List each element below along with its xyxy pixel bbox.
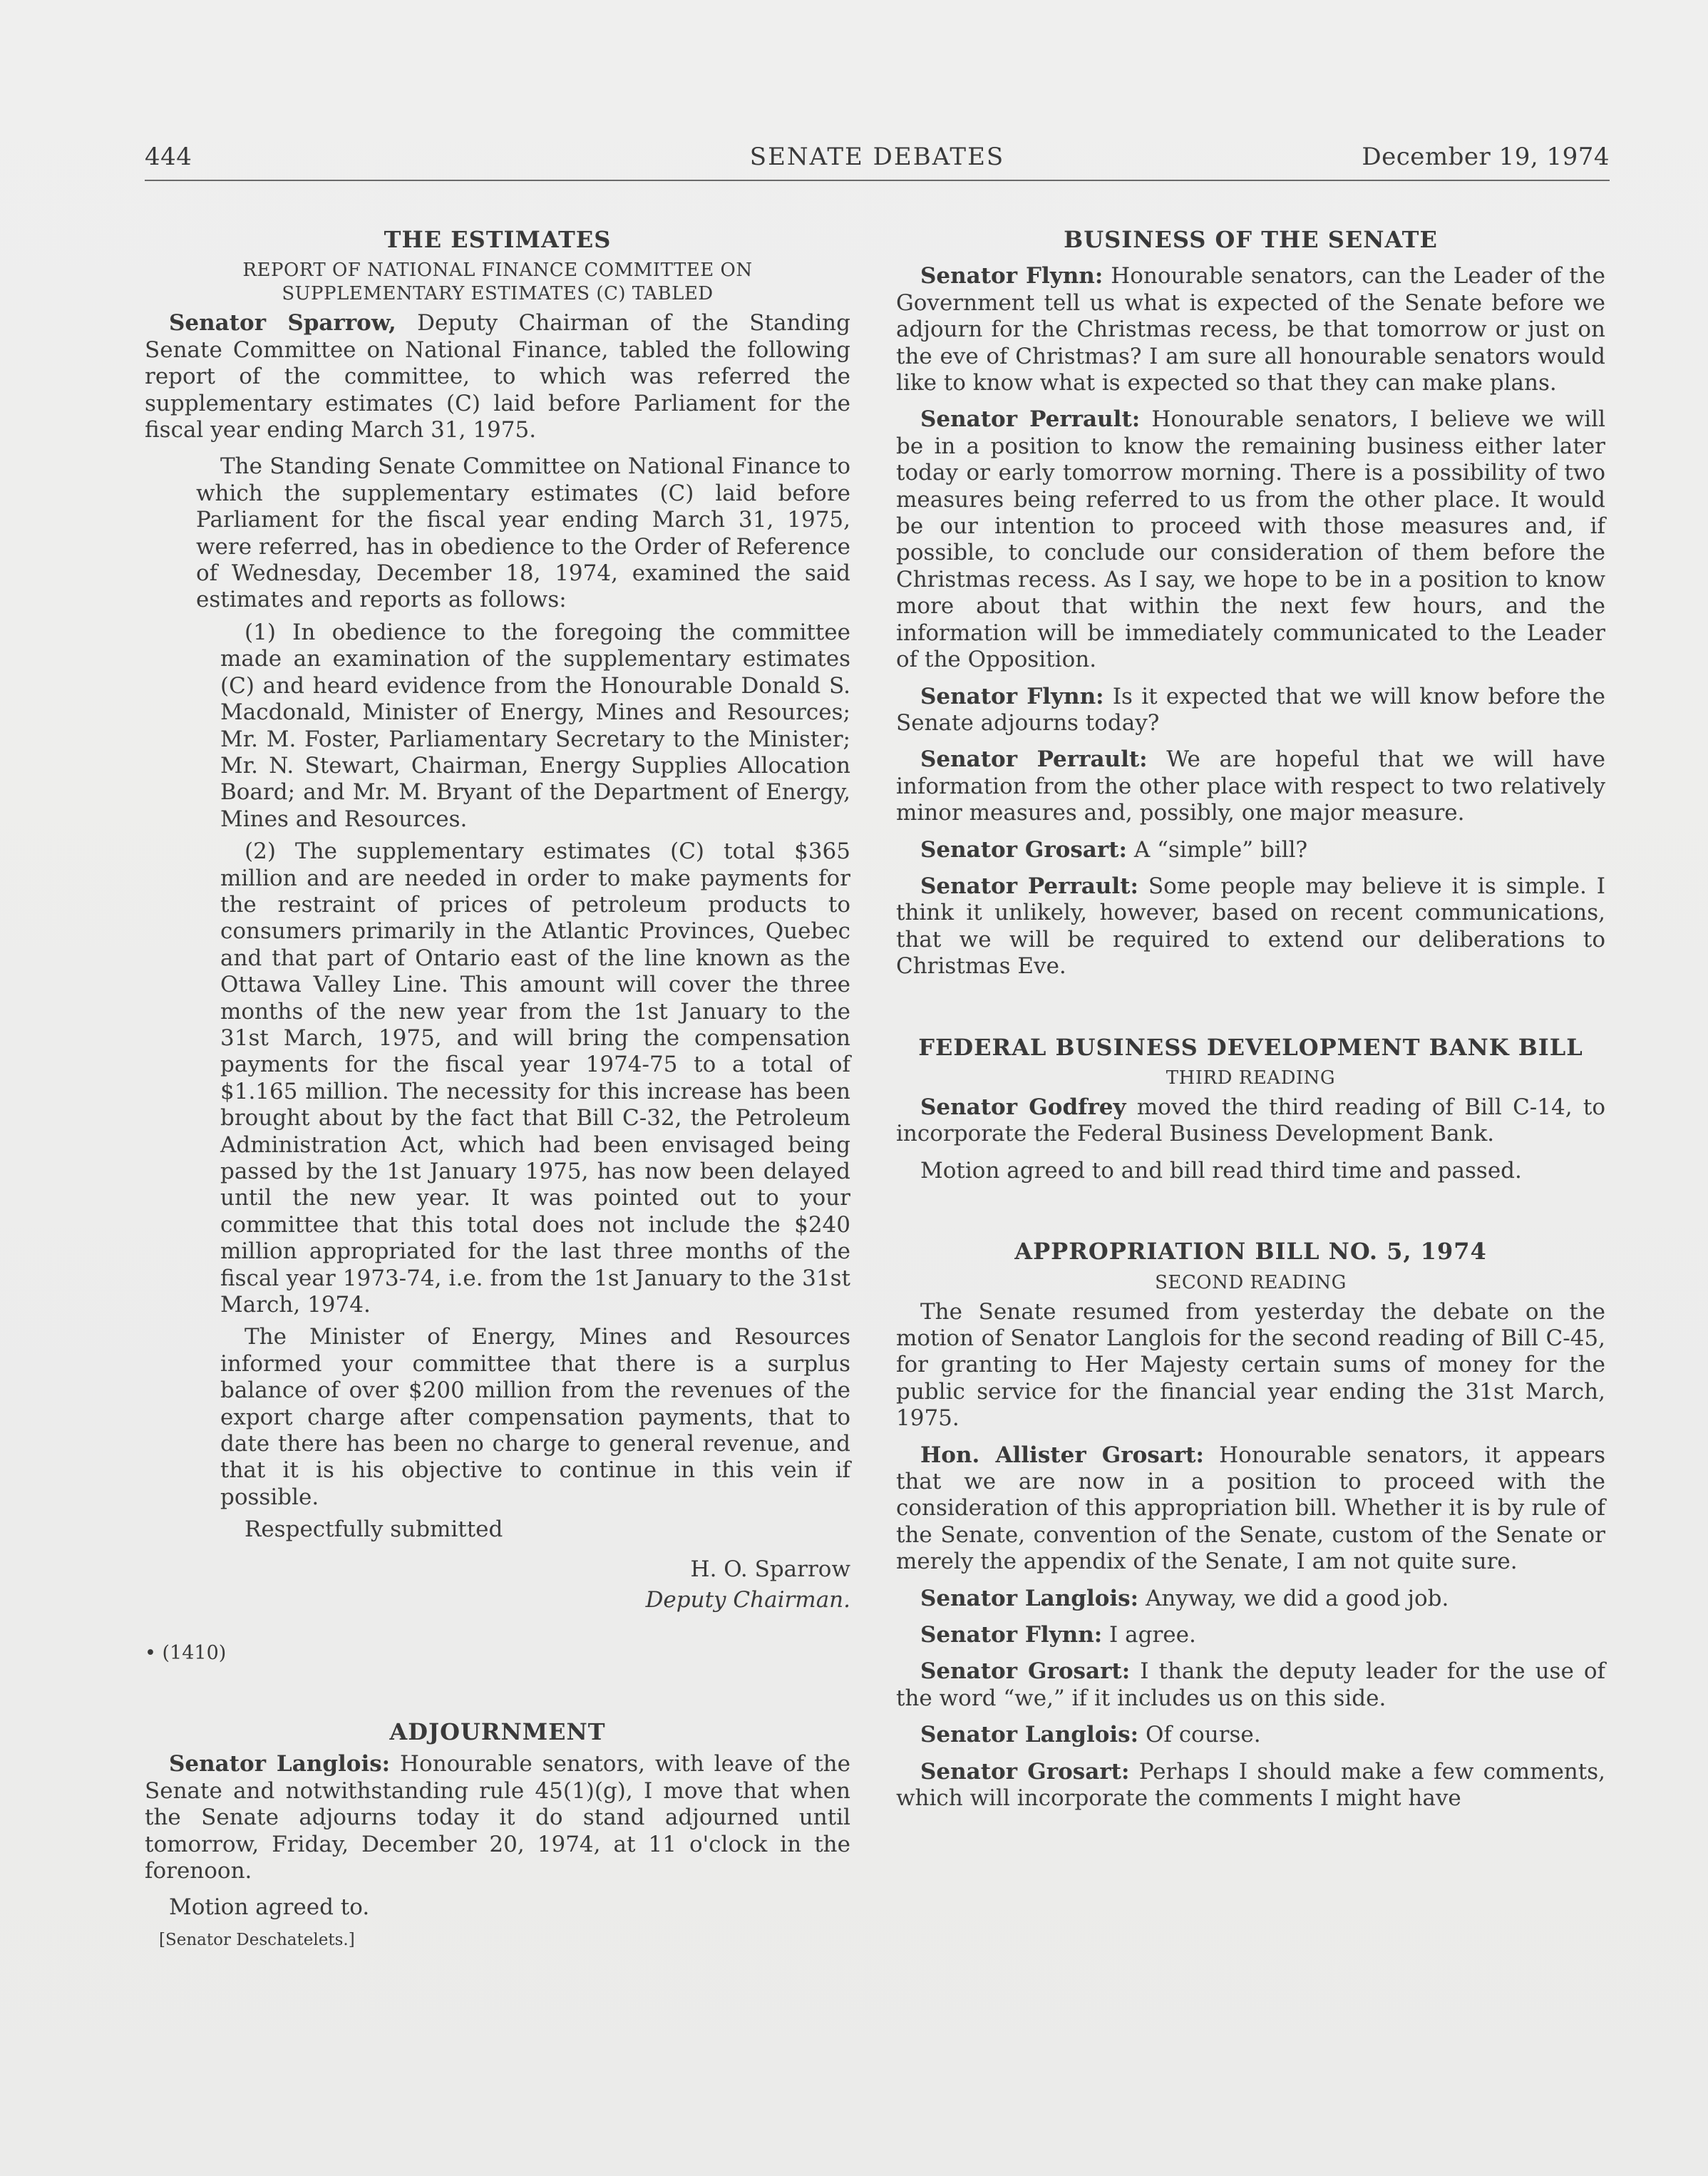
speech-text: Anyway, we did a good job. bbox=[1138, 1585, 1449, 1611]
subheading-report-line-1: REPORT OF NATIONAL FINANCE COMMITTEE ON bbox=[242, 260, 753, 282]
right-column bbox=[896, 227, 1605, 1822]
paragraph-a3 bbox=[896, 1586, 1605, 1612]
speech-text: Honourable senators, with leave of the Senate and notwithstanding rule 45(1)(g), I move that when the Senate adjourns today it do stand adjourned until tomorrow, Friday, December 20, 1974, at 11 o'clock in the forenoon. bbox=[145, 1751, 850, 1884]
speech-text: I thank the deputy leader for the use of the word “we,” if it includes us on this side. bbox=[896, 1658, 1605, 1711]
speech-text: Honourable senators, can the Leader of the Government tell us what is expected of the Senate before we adjourn for the Christmas recess, be that tomorrow or just on the eve of Christmas? I am sure all honourable senators would like to know what is expected so that they can make plans. bbox=[896, 263, 1605, 396]
report-items bbox=[145, 620, 850, 1614]
paragraph-f1 bbox=[896, 1094, 1605, 1148]
section-heading-fbdb: FEDERAL BUSINESS DEVELOPMENT BANK BILL bbox=[918, 1033, 1583, 1061]
speech-text: We are hopeful that we will have information from the other place with respect to two relatively minor measures and, possibly, one major measure. bbox=[896, 746, 1606, 826]
subheading-report-line-2: SUPPLEMENTARY ESTIMATES (C) TABLED bbox=[282, 283, 714, 305]
paragraph-b5 bbox=[896, 837, 1605, 863]
speaker-name: Senator Perrault: bbox=[920, 873, 1138, 899]
motion-agreed: Motion agreed to. bbox=[169, 1894, 370, 1921]
speaker-name: Senator Langlois: bbox=[920, 1585, 1139, 1611]
speech-text: moved the third reading of Bill C-14, to incorporate the Federal Business Development Bank. bbox=[896, 1094, 1605, 1147]
speech-text: Honourable senators, it appears that we are now in a position to proceed with the consideration of this appropriation bill. Whether it is by rule of the Senate, convention of the Senate, custom of the Senate or merely the appendix of the Senate, I am not quite sure. bbox=[896, 1442, 1605, 1575]
time-stamp: • (1410) bbox=[145, 1641, 227, 1664]
section-heading-estimates: THE ESTIMATES bbox=[384, 226, 612, 253]
speaker-name: Senator Grosart: bbox=[920, 1658, 1131, 1685]
speech-text: A “simple” bill? bbox=[1126, 836, 1308, 863]
speaker-name: Senator Perrault: bbox=[920, 406, 1141, 433]
paragraph-b2 bbox=[896, 406, 1605, 673]
section-heading-business: BUSINESS OF THE SENATE bbox=[1064, 226, 1438, 253]
paragraph-b6 bbox=[896, 873, 1605, 980]
speech-text: I agree. bbox=[1102, 1622, 1196, 1648]
speaker-name: Senator Flynn: bbox=[920, 1622, 1103, 1648]
running-title: SENATE DEBATES bbox=[749, 143, 1005, 171]
speaker-name: Senator Sparrow, bbox=[169, 310, 396, 337]
subheading-second-reading: SECOND READING bbox=[1155, 1271, 1347, 1293]
paragraph-a7 bbox=[896, 1759, 1605, 1812]
page-number: 444 bbox=[145, 143, 192, 171]
paragraph-a1: The Senate resumed from yesterday the debate on the motion of Senator Langlois for the second reading of Bill C-45, for granting to Her Majesty certain sums of money for the public service for the financial year ending the 31st March, 1975. bbox=[896, 1298, 1605, 1432]
section-heading-adjournment: ADJOURNMENT bbox=[389, 1718, 606, 1745]
speech-text: Some people may believe it is simple. I think it unlikely, however, based on recent communications, that we will be required to extend our deliberations to Christmas Eve. bbox=[896, 873, 1605, 980]
report-item-2: (2) The supplementary estimates (C) total $365 million and are needed in order to make payments for the restraint of prices of petroleum products to consumers primarily in the Atlantic Provinces, Quebec and that part of Ontario east of the line known as the Ottawa Valley Line. This amount will cover the three months of the new year from the 1st January to the 31st March, 1975, and will bring the compensation payments for the fiscal year 1974-75 to a total of $1.165 million. The necessity for this increase has been brought about by the fact that Bill C-32, the Petroleum Administration Act, which had been envisaged being passed by the 1st January 1975, has now been delayed until the new year. It was pointed out to your committee that this total does not include the $240 million appropriated for the last three months of the fiscal year 1973-74, i.e. from the 1st January to the 31st March, 1974. bbox=[220, 838, 850, 1318]
speaker-name: Senator Langlois: bbox=[169, 1751, 391, 1777]
speaker-name: Senator Perrault: bbox=[920, 746, 1148, 773]
paragraph-a6 bbox=[896, 1722, 1605, 1748]
report-quote bbox=[145, 453, 850, 613]
speech-text: Deputy Chairman of the Standing Senate Committee on National Finance, tabled the following report of the committee, to which was referred the supplementary estimates (C) laid before Parliament for the fiscal year ending March 31, 1975. bbox=[145, 310, 850, 443]
paragraph-a2 bbox=[896, 1442, 1605, 1576]
closing-phrase: Respectfully submitted bbox=[245, 1516, 503, 1543]
paragraph-a5 bbox=[896, 1658, 1605, 1712]
paragraph-langlois bbox=[145, 1751, 850, 1884]
left-column bbox=[145, 227, 850, 1954]
speaker-name: Senator Godfrey bbox=[920, 1094, 1126, 1120]
speech-text: Is it expected that we will know before the Senate adjourns today? bbox=[896, 683, 1605, 736]
footnote: [Senator Deschatelets.] bbox=[159, 1930, 355, 1949]
speaker-name: Senator Grosart: bbox=[920, 836, 1127, 863]
report-item-1: (1) In obedience to the foregoing the committee made an examination of the supplementary estimates (C) and heard evidence from the Honourable Donald S. Macdonald, Minister of Energy, Mines and Resources; Mr. M. Foster, Parliamentary Secretary to the Minister; Mr. N. Stewart, Chairman, Energy Supplies Allocation Board; and Mr. M. Bryant of the Department of Energy, Mines and Resources. bbox=[220, 619, 850, 832]
report-item-3: The Minister of Energy, Mines and Resources informed your committee that there is a surplus balance of over $200 million from the revenues of the export charge after compensation payments, that to date there has been no charge to general revenue, and that it is his objective to continue in this vein if possible. bbox=[220, 1324, 850, 1510]
paragraph-a4 bbox=[896, 1622, 1605, 1648]
speech-text: Of course. bbox=[1138, 1722, 1261, 1748]
signature-title: Deputy Chairman. bbox=[645, 1587, 850, 1613]
paragraph-b4 bbox=[896, 746, 1605, 826]
speaker-name: Hon. Allister Grosart: bbox=[920, 1442, 1204, 1468]
section-heading-appropriation: APPROPRIATION BILL NO. 5, 1974 bbox=[1014, 1238, 1487, 1266]
speaker-name: Senator Flynn: bbox=[920, 683, 1104, 709]
signature-name: H. O. Sparrow bbox=[690, 1556, 850, 1582]
speaker-name: Senator Grosart: bbox=[920, 1758, 1130, 1785]
header-date: December 19, 1974 bbox=[1362, 143, 1610, 171]
speaker-name: Senator Flynn: bbox=[920, 263, 1103, 289]
speaker-name: Senator Langlois: bbox=[920, 1722, 1139, 1748]
paragraph-sparrow bbox=[145, 310, 850, 443]
speech-text: Honourable senators, I believe we will be in a position to know the remaining business either later today or early tomorrow morning. There is a possibility of two measures being referred to us from the other place. It would be our intention to proceed with those measures and, if possible, to conclude our consideration of them before the Christmas recess. As I say, we hope to be in a position to know more about that within the next few hours, and the information will be immediately communicated to the Leader of the Opposition. bbox=[896, 406, 1606, 673]
page-header bbox=[145, 143, 1610, 181]
paragraph-f2: Motion agreed to and bill read third time and passed. bbox=[920, 1157, 1522, 1184]
report-intro: The Standing Senate Committee on National Finance to which the supplementary estimates (C) laid before Parliament for the fiscal year ending March 31, 1975, were referred, has in obedience to the Order of Reference of Wednesday, December 18, 1974, examined the said estimates and reports as follows: bbox=[196, 453, 850, 613]
subheading-third-reading: THIRD READING bbox=[1166, 1067, 1336, 1089]
paragraph-b3 bbox=[896, 684, 1605, 737]
paragraph-b1 bbox=[896, 263, 1605, 396]
speech-text: Perhaps I should make a few comments, which will incorporate the comments I might have bbox=[896, 1758, 1605, 1812]
